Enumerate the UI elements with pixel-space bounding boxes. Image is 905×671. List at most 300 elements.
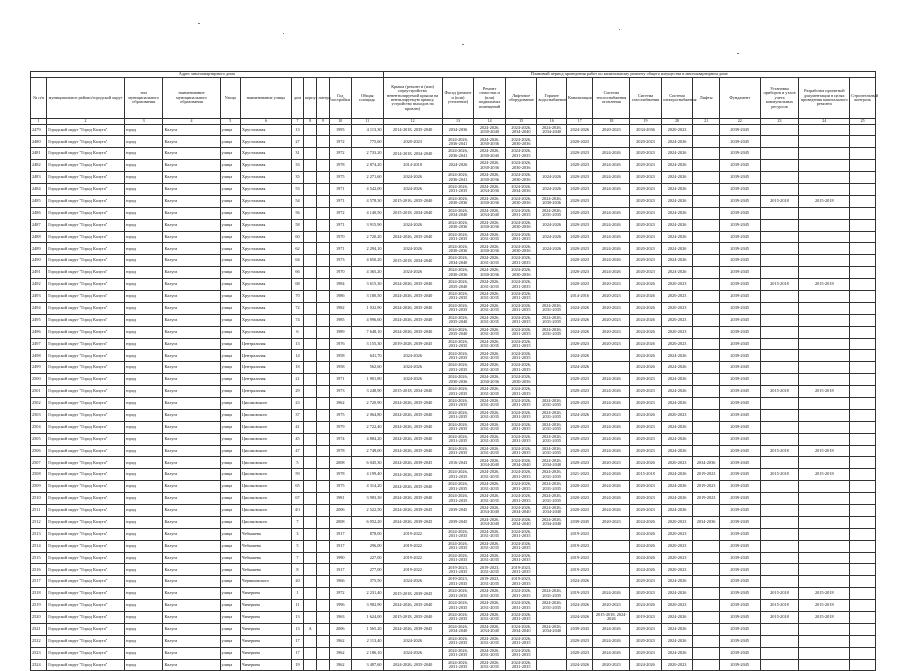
col-header-street-type: Улица bbox=[220, 78, 240, 119]
cell-design-docs bbox=[799, 576, 850, 588]
cell-house: 65 bbox=[291, 481, 303, 493]
cell-district: Городской округ "Город Калуга" bbox=[47, 362, 124, 374]
cell-hot-water bbox=[537, 552, 567, 564]
cell-elevators bbox=[693, 433, 719, 445]
cell-total-area: 3 248,90 bbox=[351, 386, 383, 398]
cell-basement: 2024-2026, 2030-2036 bbox=[474, 219, 506, 231]
table-row bbox=[31, 659, 876, 671]
cell-letter bbox=[317, 505, 329, 517]
cell-hot-water: 2024-2026, 2031-2035 bbox=[537, 481, 567, 493]
cell-letter bbox=[317, 172, 329, 184]
cell-roof: 2024-2026 bbox=[383, 183, 442, 195]
cell-gas: 2024-2026 bbox=[630, 516, 662, 528]
cell-row-number: 2496 bbox=[31, 326, 47, 338]
cell-facade: 2024-2026, 2034-2040 bbox=[442, 255, 474, 267]
cell-settlement: Калуга bbox=[163, 362, 220, 374]
cell-basement: 2024-2026, 2031-2035 bbox=[474, 409, 506, 421]
cell-elevators bbox=[693, 421, 719, 433]
cell-gas: 2024-2026 bbox=[630, 326, 662, 338]
cell-elevator-equipment: 2024-2026, 2030-2036 bbox=[505, 243, 537, 255]
cell-basement: 2024-2026, 2031-2035 bbox=[474, 421, 506, 433]
scan-speck bbox=[462, 44, 464, 45]
cell-hot-water bbox=[537, 267, 567, 279]
cell-facade: 2039-2045 bbox=[442, 505, 474, 517]
cell-settlement: Калуга bbox=[163, 588, 220, 600]
cell-street-type: улица bbox=[220, 326, 240, 338]
cell-row-number: 2479 bbox=[31, 124, 47, 136]
cell-design-docs bbox=[799, 564, 850, 576]
cell-foundation: 2039-2045 bbox=[719, 421, 760, 433]
cell-foundation: 2039-2045 bbox=[719, 647, 760, 659]
cell-sewerage: 2024-2026 bbox=[567, 326, 593, 338]
cell-build-year: 1982 bbox=[329, 302, 351, 314]
cell-street-type: улица bbox=[220, 255, 240, 267]
cell-basement: 2019-2023, 2031-2035 bbox=[474, 576, 506, 588]
cell-settlement-type: город bbox=[124, 231, 163, 243]
cell-row-number: 2491 bbox=[31, 267, 47, 279]
cell-gas: 2020-2023 bbox=[630, 231, 662, 243]
cell-row-number: 2521 bbox=[31, 623, 47, 635]
table-row bbox=[31, 302, 876, 314]
cell-settlement: Калуга bbox=[163, 409, 220, 421]
cell-settlement: Калуга bbox=[163, 540, 220, 552]
cell-heating: 2024-2026 bbox=[593, 172, 630, 184]
cell-hot-water: 2024-2026, 2031-2035 bbox=[537, 493, 567, 505]
cell-build-year: 1975 bbox=[329, 172, 351, 184]
cell-construction-control bbox=[850, 623, 876, 635]
cell-elevators bbox=[693, 338, 719, 350]
cell-facade: 2024-2026, 2036-2041 bbox=[442, 136, 474, 148]
cell-foundation: 2039-2045 bbox=[719, 219, 760, 231]
cell-hot-water: 2024-2026, 2031-2035 bbox=[537, 326, 567, 338]
cell-letter bbox=[317, 326, 329, 338]
cell-elevators bbox=[693, 600, 719, 612]
cell-settlement: Калуга bbox=[163, 326, 220, 338]
cell-roof: 2024-2026, 2035-2040 bbox=[383, 493, 442, 505]
cell-construction-control bbox=[850, 386, 876, 398]
cell-elevator-equipment: 2024-2026, 2031-2035 bbox=[505, 314, 537, 326]
cell-foundation: 2039-2045 bbox=[719, 255, 760, 267]
cell-letter bbox=[317, 374, 329, 386]
cell-row-number: 2518 bbox=[31, 588, 47, 600]
cell-settlement-type: город bbox=[124, 136, 163, 148]
cell-total-area: 775,60 bbox=[351, 136, 383, 148]
cell-elevator-equipment: 2024-2026, 2031-2035 bbox=[505, 552, 537, 564]
cell-street-type: улица bbox=[220, 612, 240, 624]
cell-heating bbox=[593, 136, 630, 148]
col-header-design-docs: Разработка проектной документации в целях проведения капитального ремонта bbox=[799, 78, 850, 119]
cell-sewerage: 2024-2026 bbox=[567, 314, 593, 326]
cell-settlement-type: город bbox=[124, 516, 163, 528]
col-number: 3 bbox=[124, 119, 163, 125]
cell-house: 11 bbox=[291, 600, 303, 612]
cell-heating: 2024-2026 bbox=[593, 493, 630, 505]
cell-building bbox=[304, 469, 317, 481]
cell-settlement-type: город bbox=[124, 219, 163, 231]
cell-build-year: 1958 bbox=[329, 362, 351, 374]
cell-settlement: Калуга bbox=[163, 469, 220, 481]
cell-sewerage: 2024-2026 bbox=[567, 409, 593, 421]
cell-design-docs bbox=[799, 207, 850, 219]
table-row bbox=[31, 552, 876, 564]
cell-letter bbox=[317, 445, 329, 457]
cell-house: 53 bbox=[291, 183, 303, 195]
cell-district: Городской округ "Город Калуга" bbox=[47, 505, 124, 517]
cell-elevators bbox=[693, 397, 719, 409]
cell-letter bbox=[317, 421, 329, 433]
cell-street-type: улица bbox=[220, 635, 240, 647]
cell-design-docs: 2015-2018 bbox=[799, 612, 850, 624]
cell-street: Центральная bbox=[240, 362, 291, 374]
cell-sewerage: 2020-2023 bbox=[567, 160, 593, 172]
cell-construction-control bbox=[850, 183, 876, 195]
col-number: 11 bbox=[351, 119, 383, 125]
cell-letter bbox=[317, 623, 329, 635]
work-period-group-header: Плановый период проведения работ по капитальному ремонту общего имущества в многоквартирном доме bbox=[383, 72, 875, 78]
cell-design-docs bbox=[799, 314, 850, 326]
cell-house: 5 bbox=[291, 457, 303, 469]
cell-heating: 2024-2026 bbox=[593, 647, 630, 659]
cell-building bbox=[304, 564, 317, 576]
cell-design-docs bbox=[799, 160, 850, 172]
cell-meters bbox=[760, 421, 799, 433]
cell-sewerage: 2020-2023 bbox=[567, 457, 593, 469]
cell-street-type: улица bbox=[220, 623, 240, 635]
cell-elevator-equipment: 2024-2026, 2031-2035 bbox=[505, 493, 537, 505]
cell-elevator-equipment: 2024-2026, 2031-2035 bbox=[505, 255, 537, 267]
cell-house: 5 bbox=[291, 540, 303, 552]
cell-sewerage: 2024-2026 bbox=[567, 600, 593, 612]
cell-roof: 2024-2026 bbox=[383, 172, 442, 184]
cell-construction-control bbox=[850, 600, 876, 612]
cell-sewerage: 2020-2023 bbox=[567, 255, 593, 267]
cell-construction-control bbox=[850, 564, 876, 576]
cell-meters bbox=[760, 172, 799, 184]
cell-letter bbox=[317, 243, 329, 255]
cell-meters bbox=[760, 528, 799, 540]
cell-total-area: 3 487,60 bbox=[351, 659, 383, 671]
cell-facade: 2024-2026, 2031-2035 bbox=[442, 612, 474, 624]
cell-gas: 2020-2023 bbox=[630, 576, 662, 588]
cell-elevator-equipment: 2024-2026, 2031-2035 bbox=[505, 647, 537, 659]
cell-building bbox=[304, 421, 317, 433]
cell-facade: 2024-2026, 2034-2040 bbox=[442, 623, 474, 635]
cell-facade: 2024-2026, 2030-2036 bbox=[442, 195, 474, 207]
cell-construction-control bbox=[850, 243, 876, 255]
col-number: 17 bbox=[567, 119, 593, 125]
cell-gas: 2024-2026 bbox=[630, 302, 662, 314]
cell-meters bbox=[760, 433, 799, 445]
cell-settlement-type: город bbox=[124, 647, 163, 659]
cell-foundation: 2039-2045 bbox=[719, 457, 760, 469]
cell-hot-water: 2024-2026, 2031-2035 bbox=[537, 207, 567, 219]
cell-hot-water bbox=[537, 540, 567, 552]
cell-construction-control bbox=[850, 136, 876, 148]
cell-house: 68 bbox=[291, 279, 303, 291]
cell-elevators bbox=[693, 326, 719, 338]
cell-electricity: 2020-2023 bbox=[661, 516, 693, 528]
table-row bbox=[31, 445, 876, 457]
cell-heating: 2024-2026 bbox=[593, 183, 630, 195]
cell-total-area: 2 874,20 bbox=[351, 160, 383, 172]
cell-total-area: 1 624,00 bbox=[351, 612, 383, 624]
cell-design-docs bbox=[799, 481, 850, 493]
cell-letter bbox=[317, 279, 329, 291]
cell-settlement-type: город bbox=[124, 552, 163, 564]
cell-heating: 2024-2026 bbox=[593, 588, 630, 600]
cell-foundation: 2039-2045 bbox=[719, 207, 760, 219]
cell-settlement-type: город bbox=[124, 445, 163, 457]
cell-electricity: 2020-2023 bbox=[661, 124, 693, 136]
cell-heating: 2015-2018, 2024-2026 bbox=[593, 612, 630, 624]
table-row bbox=[31, 243, 876, 255]
cell-elevator-equipment: 2024-2026, 2031-2035 bbox=[505, 397, 537, 409]
cell-house: 37 bbox=[291, 409, 303, 421]
cell-electricity: 2020-2023 bbox=[661, 302, 693, 314]
cell-roof: 2014-2018, 2034-2040 bbox=[383, 148, 442, 160]
cell-settlement-type: город bbox=[124, 160, 163, 172]
cell-row-number: 2482 bbox=[31, 160, 47, 172]
cell-gas: 2015-2018 bbox=[630, 469, 662, 481]
cell-basement: 2024-2026, 2031-2035 bbox=[474, 540, 506, 552]
cell-facade: 2024-2026, 2036-2041 bbox=[442, 172, 474, 184]
cell-foundation: 2039-2045 bbox=[719, 279, 760, 291]
cell-hot-water: 2024-2026, 2031-2035 bbox=[537, 588, 567, 600]
cell-district: Городской округ "Город Калуга" bbox=[47, 481, 124, 493]
cell-street-type: улица bbox=[220, 160, 240, 172]
cell-foundation: 2039-2045 bbox=[719, 612, 760, 624]
cell-house: 23 bbox=[291, 397, 303, 409]
cell-building bbox=[304, 160, 317, 172]
cell-street: Хрустальная bbox=[240, 148, 291, 160]
cell-district: Городской округ "Город Калуга" bbox=[47, 540, 124, 552]
cell-house: 13 bbox=[291, 338, 303, 350]
cell-facade: 2024-2026, 2031-2035 bbox=[442, 433, 474, 445]
cell-house: 62 bbox=[291, 243, 303, 255]
table-body bbox=[31, 124, 876, 671]
cell-design-docs bbox=[799, 647, 850, 659]
cell-facade: 2024-2026, 2031-2035 bbox=[442, 397, 474, 409]
cell-design-docs bbox=[799, 267, 850, 279]
cell-build-year: 1973 bbox=[329, 255, 351, 267]
cell-total-area: 375,50 bbox=[351, 576, 383, 588]
cell-settlement: Калуга bbox=[163, 397, 220, 409]
cell-meters bbox=[760, 481, 799, 493]
cell-sewerage: 2014-2016 bbox=[567, 290, 593, 302]
cell-design-docs: 2015-2018 bbox=[799, 588, 850, 600]
cell-gas: 2020-2023 bbox=[630, 374, 662, 386]
cell-district: Городской округ "Город Калуга" bbox=[47, 552, 124, 564]
col-number: 12 bbox=[383, 119, 442, 125]
cell-foundation: 2039-2045 bbox=[719, 290, 760, 302]
cell-street-type: улица bbox=[220, 374, 240, 386]
cell-hot-water bbox=[537, 362, 567, 374]
cell-foundation: 2039-2045 bbox=[719, 374, 760, 386]
cell-facade: 2016-2043 bbox=[442, 457, 474, 469]
cell-facade: 2024-2026, 2035-2040 bbox=[442, 279, 474, 291]
cell-house: 19 bbox=[291, 659, 303, 671]
cell-letter bbox=[317, 588, 329, 600]
col-header-house: дом bbox=[291, 78, 303, 119]
cell-district: Городской округ "Город Калуга" bbox=[47, 267, 124, 279]
cell-row-number: 2487 bbox=[31, 219, 47, 231]
cell-elevator-equipment: 2024-2026, 2031-2035 bbox=[505, 231, 537, 243]
cell-settlement: Калуга bbox=[163, 433, 220, 445]
cell-settlement: Калуга bbox=[163, 231, 220, 243]
cell-build-year: 1963 bbox=[329, 612, 351, 624]
cell-electricity: 2024-2026 bbox=[661, 481, 693, 493]
cell-gas: 2020-2023 bbox=[630, 172, 662, 184]
cell-elevator-equipment: 2024-2026, 2031-2035 bbox=[505, 302, 537, 314]
cell-foundation: 2039-2045 bbox=[719, 659, 760, 671]
cell-settlement-type: город bbox=[124, 600, 163, 612]
cell-gas: 2020-2023 bbox=[630, 397, 662, 409]
cell-sewerage: 2021-2023 bbox=[567, 469, 593, 481]
cell-heating: 2020-2023 bbox=[593, 314, 630, 326]
cell-design-docs bbox=[799, 136, 850, 148]
cell-elevators bbox=[693, 279, 719, 291]
cell-basement: 2024-2026, 2031-2035 bbox=[474, 386, 506, 398]
cell-building bbox=[304, 326, 317, 338]
cell-house: 70 bbox=[291, 290, 303, 302]
cell-meters bbox=[760, 267, 799, 279]
cell-design-docs bbox=[799, 635, 850, 647]
cell-hot-water: 2024-2026 bbox=[537, 172, 567, 184]
cell-elevator-equipment: 2024-2026, 2031-2035 bbox=[505, 362, 537, 374]
cell-street: Чичерина bbox=[240, 600, 291, 612]
cell-settlement: Калуга bbox=[163, 243, 220, 255]
cell-meters bbox=[760, 255, 799, 267]
cell-building bbox=[304, 481, 317, 493]
table-row bbox=[31, 124, 876, 136]
cell-letter bbox=[317, 136, 329, 148]
cell-settlement-type: город bbox=[124, 540, 163, 552]
cell-hot-water bbox=[537, 279, 567, 291]
cell-elevators bbox=[693, 255, 719, 267]
cell-meters bbox=[760, 374, 799, 386]
cell-heating bbox=[593, 540, 630, 552]
cell-house: 1 bbox=[291, 588, 303, 600]
cell-basement: 2024-2026, 2030-2036 bbox=[474, 374, 506, 386]
cell-heating: 2024-2026 bbox=[593, 374, 630, 386]
cell-construction-control bbox=[850, 576, 876, 588]
cell-letter bbox=[317, 231, 329, 243]
cell-total-area: 4 314,20 bbox=[351, 481, 383, 493]
cell-roof: 2024-2026 bbox=[383, 243, 442, 255]
cell-gas: 2024-2026 bbox=[630, 600, 662, 612]
cell-street: Хрустальная bbox=[240, 255, 291, 267]
cell-letter bbox=[317, 600, 329, 612]
cell-hot-water: 2024-2026, 2031-2035 bbox=[537, 469, 567, 481]
cell-heating: 2020-2023 bbox=[593, 659, 630, 671]
cell-letter bbox=[317, 528, 329, 540]
cell-construction-control bbox=[850, 457, 876, 469]
cell-house: 13 bbox=[291, 623, 303, 635]
cell-elevators bbox=[693, 148, 719, 160]
cell-elevators bbox=[693, 231, 719, 243]
cell-heating: 2020-2023 bbox=[593, 600, 630, 612]
cell-gas: 2020-2023 bbox=[630, 421, 662, 433]
cell-settlement: Калуга bbox=[163, 516, 220, 528]
cell-basement: 2024-2026, 2031-2035 bbox=[474, 612, 506, 624]
cell-elevator-equipment: 2024-2026, 2031-2035 bbox=[505, 207, 537, 219]
cell-house: 74 bbox=[291, 314, 303, 326]
cell-building bbox=[304, 588, 317, 600]
cell-electricity: 2024-2026 bbox=[661, 267, 693, 279]
cell-electricity: 2024-2026 bbox=[661, 576, 693, 588]
cell-meters bbox=[760, 302, 799, 314]
cell-row-number: 2505 bbox=[31, 433, 47, 445]
col-number: 7 bbox=[291, 119, 303, 125]
cell-roof: 2015-2018, 2034-2040 bbox=[383, 255, 442, 267]
cell-settlement: Калуга bbox=[163, 290, 220, 302]
cell-construction-control bbox=[850, 588, 876, 600]
cell-design-docs: 2015-2018 bbox=[799, 279, 850, 291]
cell-elevators bbox=[693, 314, 719, 326]
cell-settlement: Калуга bbox=[163, 207, 220, 219]
cell-row-number: 2513 bbox=[31, 528, 47, 540]
cell-settlement-type: город bbox=[124, 469, 163, 481]
cell-row-number: 2504 bbox=[31, 421, 47, 433]
cell-letter bbox=[317, 314, 329, 326]
col-header-electricity: Система электроснабжения bbox=[661, 78, 693, 119]
cell-gas: 2020-2023 bbox=[630, 588, 662, 600]
cell-elevators: 2019-2023 bbox=[693, 493, 719, 505]
cell-roof: 2024-2026 bbox=[383, 362, 442, 374]
cell-building bbox=[304, 612, 317, 624]
cell-house: 29 bbox=[291, 386, 303, 398]
cell-electricity: 2024-2026 bbox=[661, 623, 693, 635]
cell-elevator-equipment: 2024-2026, 2034-2040 bbox=[505, 516, 537, 528]
cell-row-number: 2503 bbox=[31, 409, 47, 421]
cell-row-number: 2508 bbox=[31, 469, 47, 481]
cell-hot-water bbox=[537, 647, 567, 659]
cell-build-year: 1962 bbox=[329, 397, 351, 409]
cell-build-year: 1917 bbox=[329, 528, 351, 540]
cell-street-type: улица bbox=[220, 659, 240, 671]
cell-street-type: улица bbox=[220, 136, 240, 148]
cell-sewerage: 2039-2043 bbox=[567, 623, 593, 635]
cell-design-docs bbox=[799, 124, 850, 136]
cell-street-type: улица bbox=[220, 183, 240, 195]
col-header-roof: Крыша (ремонт и (или) переустройство невентилируемой крыши на вентилируемую крышу, устройство выходов на кровлю) bbox=[383, 78, 442, 119]
cell-row-number: 2512 bbox=[31, 516, 47, 528]
cell-sewerage: 2020-2023 bbox=[567, 386, 593, 398]
cell-construction-control bbox=[850, 314, 876, 326]
cell-build-year: 1981 bbox=[329, 493, 351, 505]
cell-settlement-type: город bbox=[124, 255, 163, 267]
cell-elevators bbox=[693, 136, 719, 148]
cell-foundation: 2039-2045 bbox=[719, 183, 760, 195]
cell-basement: 2024-2026, 2030-2036 bbox=[474, 172, 506, 184]
cell-roof: 2015-2016, 2035-2040 bbox=[383, 195, 442, 207]
cell-meters: 2015-2018 bbox=[760, 600, 799, 612]
cell-foundation: 2039-2045 bbox=[719, 528, 760, 540]
cell-row-number: 2490 bbox=[31, 255, 47, 267]
cell-sewerage: 2020-2023 bbox=[567, 148, 593, 160]
cell-house: 3 bbox=[291, 528, 303, 540]
cell-heating: 2024-2026 bbox=[593, 160, 630, 172]
cell-total-area: 6 045,30 bbox=[351, 457, 383, 469]
cell-meters: 2015-2018 bbox=[760, 469, 799, 481]
cell-construction-control bbox=[850, 540, 876, 552]
cell-hot-water bbox=[537, 612, 567, 624]
cell-letter bbox=[317, 148, 329, 160]
cell-heating: 2024-2026 bbox=[593, 433, 630, 445]
cell-build-year: 1976 bbox=[329, 338, 351, 350]
cell-gas: 2020-2023 bbox=[630, 195, 662, 207]
cell-district: Городской округ "Город Калуга" bbox=[47, 469, 124, 481]
